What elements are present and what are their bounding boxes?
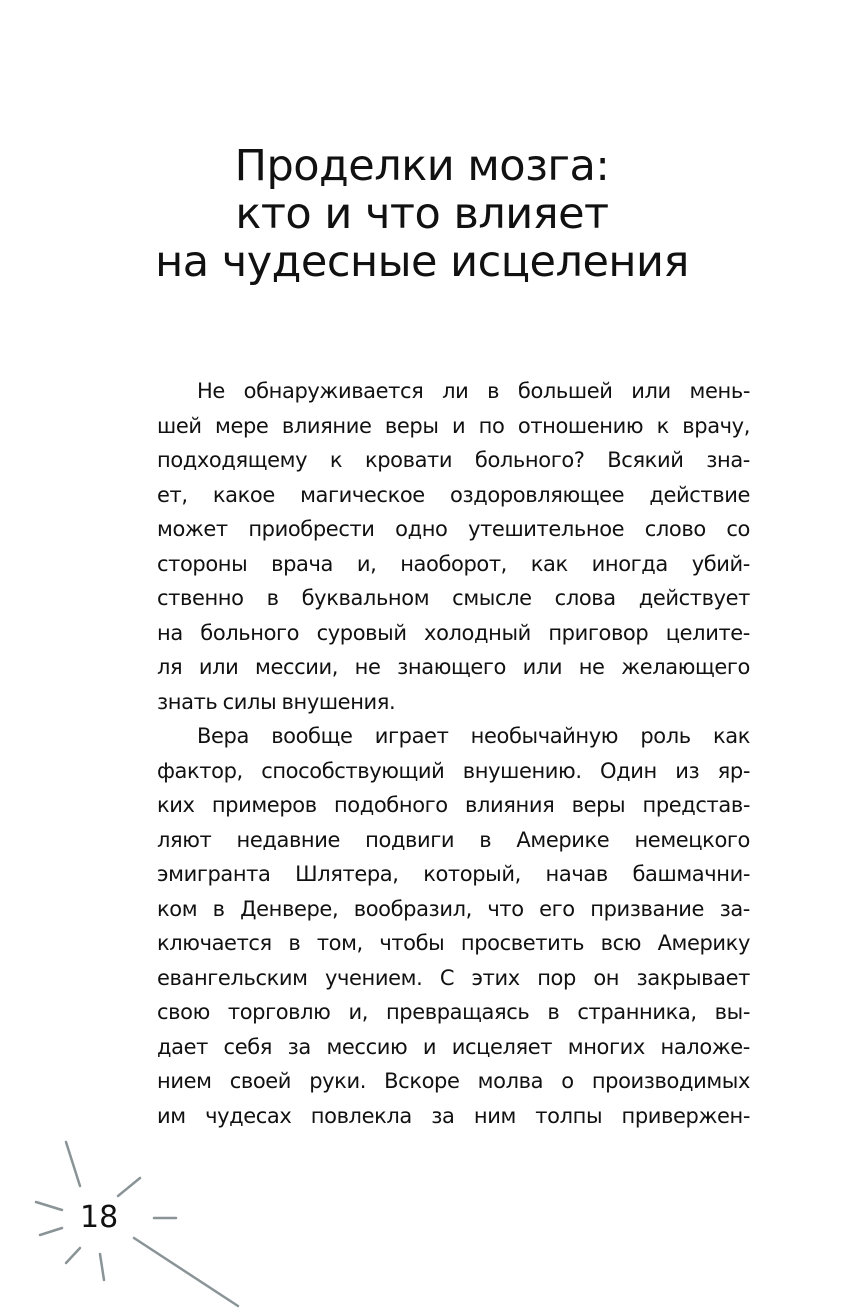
text-line: им чудесах повлекла за ним толпы привержен- — [157, 1103, 750, 1128]
text-line: дает себя за мессию и исцеляет многих наложе- — [157, 1034, 750, 1059]
text-line: на больного суровый холодный приговор целите- — [157, 620, 750, 645]
text-line: ких примеров подобного влияния веры представ- — [157, 793, 750, 817]
text-line: ственно в буквальном смысле слова действует — [157, 586, 750, 610]
chapter-title-line-3: на чудесные исцеления — [155, 237, 689, 287]
text-line: ключается в том, чтобы просветить всю Америку — [157, 931, 750, 955]
text-line: шей мере влияние веры и по отношению к врачу, — [157, 413, 750, 438]
text-line: эмигранта Шлятера, который, начав башмачни- — [157, 862, 750, 886]
chapter-title-line-2: кто и что влияет — [235, 189, 609, 239]
text-line: подходящему к кровати больного? Всякий зна- — [157, 448, 750, 472]
text-line: знать силы внушения. — [157, 689, 396, 714]
paragraph-2 — [157, 719, 750, 1133]
chapter-title-line-1: Проделки мозга: — [234, 141, 610, 191]
text-line: Вера вообще играет необычайную роль как — [197, 724, 750, 748]
text-line: ком в Денвере, вообразил, что его призвание за- — [157, 896, 750, 921]
paragraph-1 — [157, 374, 750, 719]
text-line: может приобрести одно утешительное слово со — [157, 517, 750, 541]
text-line: фактор, способствующий внушению. Один из яр- — [157, 758, 750, 783]
text-line: нием своей руки. Вскоре молва о производимых — [157, 1069, 750, 1093]
sunburst-rays-icon — [0, 1130, 260, 1311]
text-line: свою торговлю и, превращаясь в странника, вы- — [157, 1000, 750, 1024]
text-line: евангельским учением. С этих пор он закрывает — [157, 965, 750, 990]
body-text — [157, 374, 750, 1133]
chapter-title — [0, 142, 844, 286]
text-line: ля или мессии, не знающего или не желающего — [157, 655, 750, 679]
text-line: стороны врача и, наоборот, как иногда убий- — [157, 551, 750, 576]
page-number: 18 — [80, 1200, 119, 1235]
text-line: ляют недавние подвиги в Америке немецкого — [157, 827, 750, 852]
text-line: Не обнаруживается ли в большей или мень- — [197, 379, 750, 403]
text-line: ет, какое магическое оздоровляющее действие — [157, 482, 750, 507]
